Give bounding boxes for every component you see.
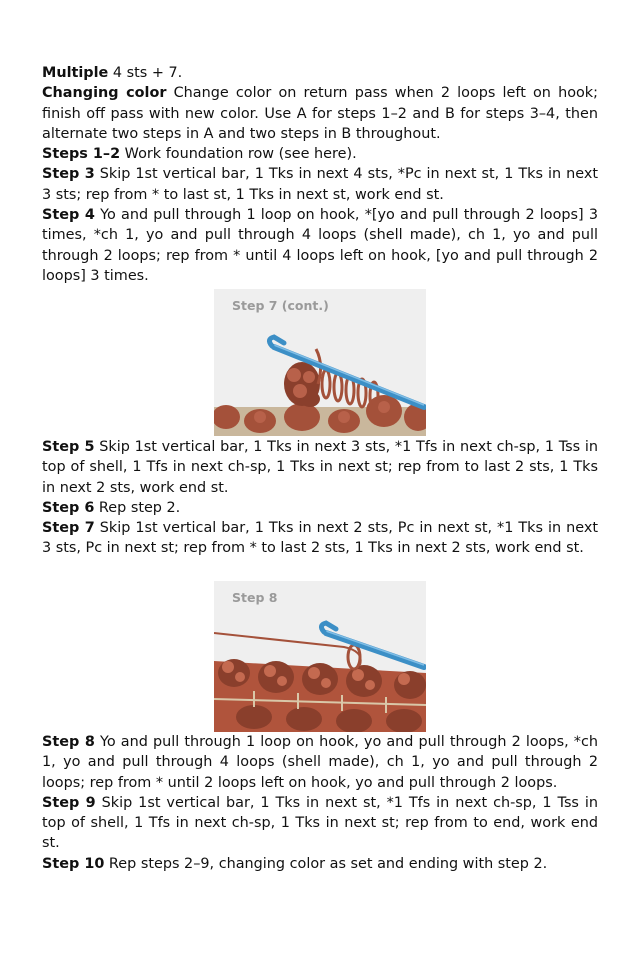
instruction-text: Skip 1st vertical bar, 1 Tks in next 4 sts, *Pc in next st, 1 Tks in next 3 sts; rep from * to last st, 1 Tks in next st, work end st. (42, 166, 598, 203)
instruction-step-3 (42, 164, 598, 205)
instruction-step-10 (42, 854, 598, 874)
instruction-step-8 (42, 732, 598, 793)
instruction-label: Steps 1–2 (42, 146, 121, 163)
instruction-text: Skip 1st vertical bar, 1 Tks in next st, *1 Tfs in next ch-sp, 1 Tss in top of shell, 1 Tfs in next ch-sp, 1 Tks in next st; rep from to end, work end st. (42, 794, 598, 852)
instruction-text: Skip 1st vertical bar, 1 Tks in next 3 sts, *1 Tfs in next ch-sp, 1 Tss in top of shell, 1 Tfs in next ch-sp, 1 Tks in next st; rep from to last 2 sts, 1 Tks in next 2 sts, work end st. (42, 439, 599, 496)
instruction-text: Rep steps 2–9, changing color as set and ending with step 2. (104, 855, 548, 872)
instruction-label: Step 3 (42, 166, 95, 183)
instruction-step-6 (42, 498, 598, 518)
instructions-part-3 (42, 732, 598, 874)
instruction-label: Step 7 (42, 520, 95, 537)
instruction-label: Step 4 (42, 207, 95, 224)
instruction-label: Step 6 (42, 499, 95, 516)
instruction-label: Changing color (42, 85, 167, 102)
instruction-text: Yo and pull through 1 loop on hook, *[yo and pull through 2 loops] 3 times, *ch 1, yo and pull through 4 loops (shell made), ch 1, yo and pull through 2 loops; rep from * until 4 loops left on hook, [yo and pull through 2 loops] 3 times. (42, 207, 599, 284)
instruction-changing-color (42, 83, 598, 144)
instruction-label: Step 9 (42, 794, 96, 811)
instruction-step-9 (42, 793, 598, 854)
instruction-text: Skip 1st vertical bar, 1 Tks in next 2 sts, Pc in next st, *1 Tks in next 3 sts, Pc in next st; rep from * to last 2 sts, 1 Tks in next 2 sts, work end st. (42, 520, 598, 557)
instruction-step-7 (42, 518, 598, 559)
instruction-text: Yo and pull through 1 loop on hook, yo and pull through 2 loops, *ch 1, yo and pull through 4 loops (shell made), ch 1, yo and pull through 2 loops; rep from * until 2 loops left on hook, yo and pull through 2 loops. (42, 734, 599, 791)
instructions-part-2 (42, 437, 598, 559)
instruction-text: Work foundation row (see here). (120, 146, 357, 163)
instruction-steps-1-2 (42, 144, 598, 164)
instruction-label: Step 8 (42, 734, 95, 750)
instruction-label: Step 10 (42, 855, 105, 872)
instruction-text: Rep step 2. (94, 499, 181, 516)
photo-step-8 (214, 581, 426, 732)
instruction-step-5 (42, 437, 598, 498)
photo-caption: Step 8 (232, 590, 278, 605)
instruction-multiple (42, 63, 598, 83)
instruction-text: Change color on return pass when 2 loops left on hook; finish off pass with new color. Use A for steps 1–2 and B for steps 3–4, then alternate two steps in A and two steps in B throughout. (42, 85, 598, 142)
photo-caption: Step 7 (cont.) (232, 298, 329, 313)
instructions-part-1 (42, 63, 598, 286)
photo-step-7-cont (214, 289, 426, 436)
instruction-label: Multiple (42, 65, 109, 81)
instruction-label: Step 5 (42, 439, 95, 455)
instruction-step-4 (42, 205, 598, 286)
instruction-text: 4 sts + 7. (108, 65, 183, 81)
